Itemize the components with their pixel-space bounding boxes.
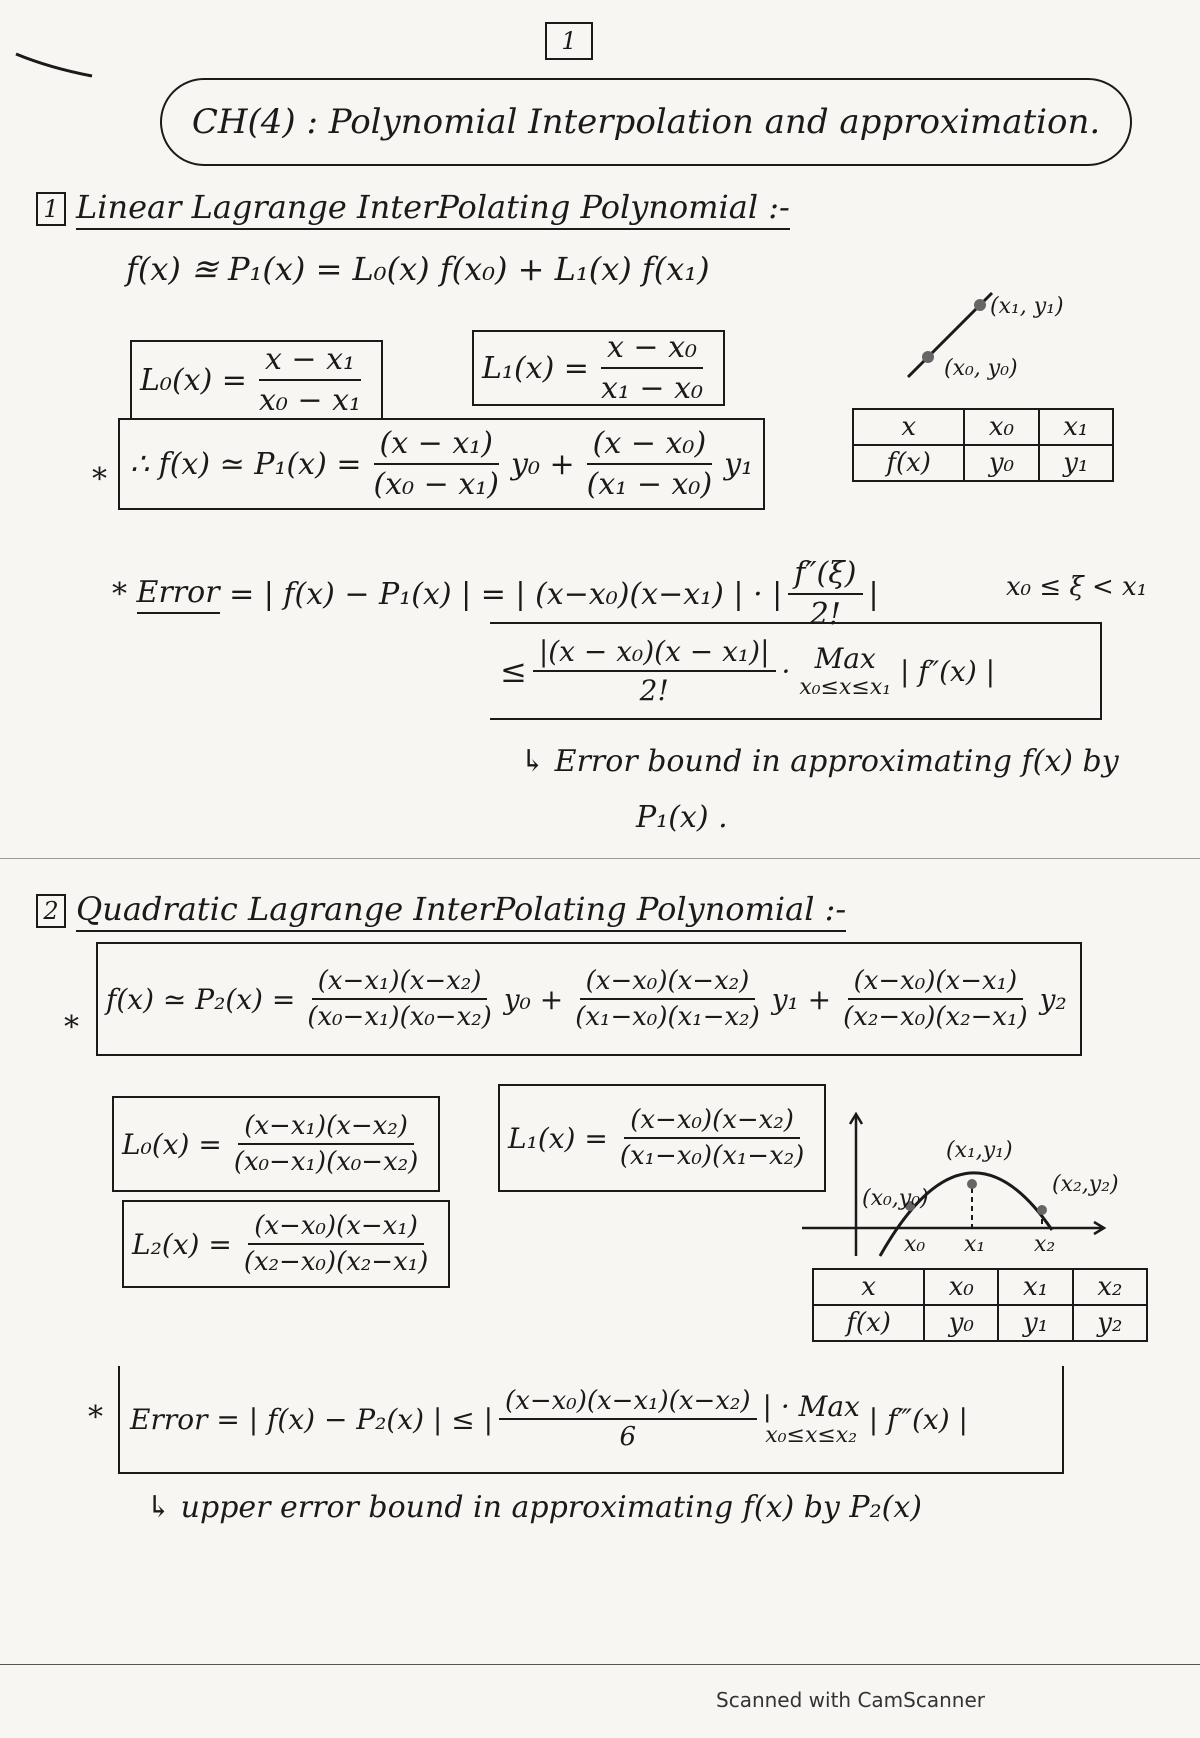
linear-term1-fraction (367, 426, 505, 502)
corner-stroke (10, 40, 100, 90)
quadratic-error-box (118, 1366, 1064, 1474)
quadratic-L1-fraction (614, 1105, 811, 1171)
point-x0-marker (922, 351, 934, 363)
quadratic-L1-denominator: (x₁−x₀)(x₁−x₂) (619, 1141, 805, 1171)
linear-error-expression: = | f(x) − P₁(x) | = | (x−x₀)(x−x₁) | · | (229, 576, 783, 612)
linear-bound-note-line2: P₁(x) . (636, 800, 728, 835)
table-cell: x (853, 409, 964, 445)
graph-x1-label: x₁ (964, 1232, 986, 1257)
linear-L1-fraction (595, 330, 709, 406)
linear-error-line: * Error = | f(x) − P₁(x) | = | (x−x₀)(x−x₁) | · | $\frac{f''(\xi)}{2!}$ | (112, 556, 879, 632)
graph-point2-label: (x₂,y₂) (1052, 1172, 1119, 1197)
linear-term2-numerator: (x − x₀) (587, 426, 712, 465)
star-marker: * (88, 1400, 103, 1435)
table-cell: f(x) (853, 445, 964, 481)
quadratic-term3-y: y₂ (1039, 982, 1067, 1016)
table-cell: y₀ (924, 1305, 998, 1341)
quadratic-L2-fraction (238, 1211, 435, 1277)
linear-bound-le: ≤ (500, 652, 527, 690)
table-row (853, 445, 1113, 481)
star-marker: * (92, 462, 107, 497)
linear-bound-numerator: |(x − x₀)(x − x₁)| (533, 635, 776, 672)
linear-bound-denominator: 2! (639, 674, 669, 707)
linear-bound-max-label: Max (814, 642, 876, 675)
quadratic-L1-lhs: L₁(x) = (508, 1121, 608, 1155)
linear-term1-numerator: (x − x₁) (374, 426, 499, 465)
linear-error-denominator: 2! (809, 597, 841, 632)
quadratic-term2-y: y₁ + (771, 982, 832, 1016)
graph-point1-label: (x₁,y₁) (946, 1138, 1013, 1163)
table-row (853, 409, 1113, 445)
quadratic-error-max-label: | · Max (762, 1390, 860, 1423)
quadratic-term1-fraction (301, 966, 498, 1032)
chapter-title-text: CH(4) : Polynomial Interpolation and approximation. (191, 102, 1101, 142)
graph-x0-label: x₀ (904, 1232, 926, 1257)
linear-L0-fraction (253, 342, 367, 418)
quadratic-formula-lhs: f(x) ≃ P₂(x) = (106, 982, 296, 1016)
linear-error-fraction (788, 556, 862, 632)
quadratic-term2-numerator: (x−x₀)(x−x₂) (580, 966, 756, 1000)
section2-heading-text: Quadratic Lagrange InterPolating Polynomial :- (76, 890, 846, 932)
graph-point0-label: (x₀,y₀) (862, 1186, 929, 1211)
linear-L0-numerator: x − x₁ (259, 342, 361, 381)
linear-bound-box (490, 622, 1102, 720)
quadratic-L1-box (498, 1084, 826, 1192)
table-cell: x (813, 1269, 924, 1305)
linear-formula-box (118, 418, 765, 510)
point-x1-marker (974, 299, 986, 311)
quadratic-L0-numerator: (x−x₁)(x−x₂) (238, 1111, 414, 1145)
linear-L0-lhs: L₀(x) = (140, 362, 247, 398)
table-row (813, 1269, 1147, 1305)
linear-L1-denominator: x₁ − x₀ (600, 371, 704, 406)
table-cell: x₀ (964, 409, 1038, 445)
star-marker: * (112, 576, 127, 612)
quadratic-error-numerator: (x−x₀)(x−x₁)(x−x₂) (499, 1386, 756, 1420)
linear-main-equation: f(x) ≊ P₁(x) = L₀(x) f(x₀) + L₁(x) f(x₁) (126, 250, 710, 288)
table-cell: x₁ (998, 1269, 1072, 1305)
quadratic-error-denominator: 6 (619, 1422, 637, 1452)
linear-data-table (852, 408, 1114, 482)
table-row (813, 1305, 1147, 1341)
linear-term2-y: y₁ (724, 446, 754, 482)
quadratic-error-lhs: Error = | f(x) − P₂(x) | ≤ | (130, 1402, 494, 1436)
linear-bound-note-line1: ↳ Error bound in approximating f(x) by (520, 744, 1119, 779)
table-cell: x₀ (924, 1269, 998, 1305)
page-bottom-divider (0, 1664, 1200, 1665)
quadratic-L1-numerator: (x−x₀)(x−x₂) (624, 1105, 800, 1139)
quadratic-term1-numerator: (x−x₁)(x−x₂) (312, 966, 488, 1000)
point1-label: (x₁, y₁) (990, 294, 1064, 319)
quadratic-L2-box (122, 1200, 450, 1288)
linear-L1-lhs: L₁(x) = (482, 350, 589, 386)
section-divider (0, 858, 1200, 859)
quadratic-error-max (763, 1390, 860, 1448)
quadratic-L0-box (112, 1096, 440, 1192)
linear-term1-denominator: (x₀ − x₁) (373, 467, 499, 502)
quadratic-term3-numerator: (x−x₀)(x−x₁) (848, 966, 1024, 1000)
quadratic-formula-box (96, 942, 1082, 1056)
linear-term2-fraction (581, 426, 719, 502)
linear-bound-max-range: x₀≤x≤x₁ (799, 675, 892, 700)
page-number: 1 (545, 22, 593, 60)
quadratic-error-derivative: | f‴(x) | (868, 1402, 968, 1436)
section1-heading (36, 188, 790, 230)
quadratic-term1-denominator: (x₀−x₁)(x₀−x₂) (307, 1002, 492, 1032)
quadratic-term2-fraction (569, 966, 766, 1032)
quadratic-error-fraction (499, 1386, 756, 1452)
table-cell: x₁ (1039, 409, 1113, 445)
quadratic-term2-denominator: (x₁−x₀)(x₁−x₂) (575, 1002, 760, 1032)
quadratic-L2-lhs: L₂(x) = (132, 1227, 232, 1261)
linear-L1-box (472, 330, 725, 406)
section2-number: 2 (36, 894, 66, 928)
graph-x2-label: x₂ (1034, 1232, 1056, 1257)
section1-number: 1 (36, 192, 66, 226)
table-cell: y₁ (998, 1305, 1072, 1341)
linear-L0-denominator: x₀ − x₁ (258, 383, 362, 418)
section2-heading (36, 890, 846, 932)
quadratic-bound-note: ↳ upper error bound in approximating f(x) by P₂(x) (146, 1490, 922, 1525)
table-cell: y₀ (964, 445, 1038, 481)
quadratic-L0-fraction (228, 1111, 425, 1177)
table-cell: f(x) (813, 1305, 924, 1341)
linear-L0-box (130, 340, 383, 420)
table-cell: x₂ (1073, 1269, 1147, 1305)
point0-label: (x₀, y₀) (944, 356, 1018, 381)
linear-term1-y: y₀ + (511, 446, 575, 482)
quadratic-term3-denominator: (x₂−x₀)(x₂−x₁) (843, 1002, 1028, 1032)
linear-bound-max (799, 642, 891, 700)
quadratic-term1-y: y₀ + (503, 982, 564, 1016)
linear-error-label: Error (137, 575, 220, 614)
scanner-footer: Scanned with CamScanner (716, 1688, 985, 1712)
quadratic-error-max-range: x₀≤x≤x₂ (765, 1423, 858, 1448)
section1-heading-text: Linear Lagrange InterPolating Polynomial :- (76, 188, 790, 230)
quadratic-term3-fraction (837, 966, 1034, 1032)
quadratic-L2-numerator: (x−x₀)(x−x₁) (248, 1211, 424, 1245)
linear-bound-fraction (533, 635, 776, 707)
table-cell: y₂ (1073, 1305, 1147, 1341)
linear-error-numerator: f″(ξ) (788, 556, 862, 595)
linear-bound-derivative: | f″(x) | (899, 654, 996, 688)
quadratic-L2-denominator: (x₂−x₀)(x₂−x₁) (243, 1247, 429, 1277)
chapter-title (160, 78, 1132, 166)
quadratic-L0-lhs: L₀(x) = (122, 1127, 222, 1161)
linear-bound-dot: · (781, 654, 791, 688)
table-cell: y₁ (1039, 445, 1113, 481)
quadratic-L0-denominator: (x₀−x₁)(x₀−x₂) (233, 1147, 419, 1177)
quadratic-data-table (812, 1268, 1148, 1342)
linear-term2-denominator: (x₁ − x₀) (586, 467, 713, 502)
linear-formula-lhs: ∴ f(x) ≃ P₁(x) = (130, 446, 362, 482)
linear-xi-range: x₀ ≤ ξ < x₁ (1006, 572, 1148, 602)
star-marker: * (64, 1010, 79, 1045)
linear-L1-numerator: x − x₀ (601, 330, 703, 369)
